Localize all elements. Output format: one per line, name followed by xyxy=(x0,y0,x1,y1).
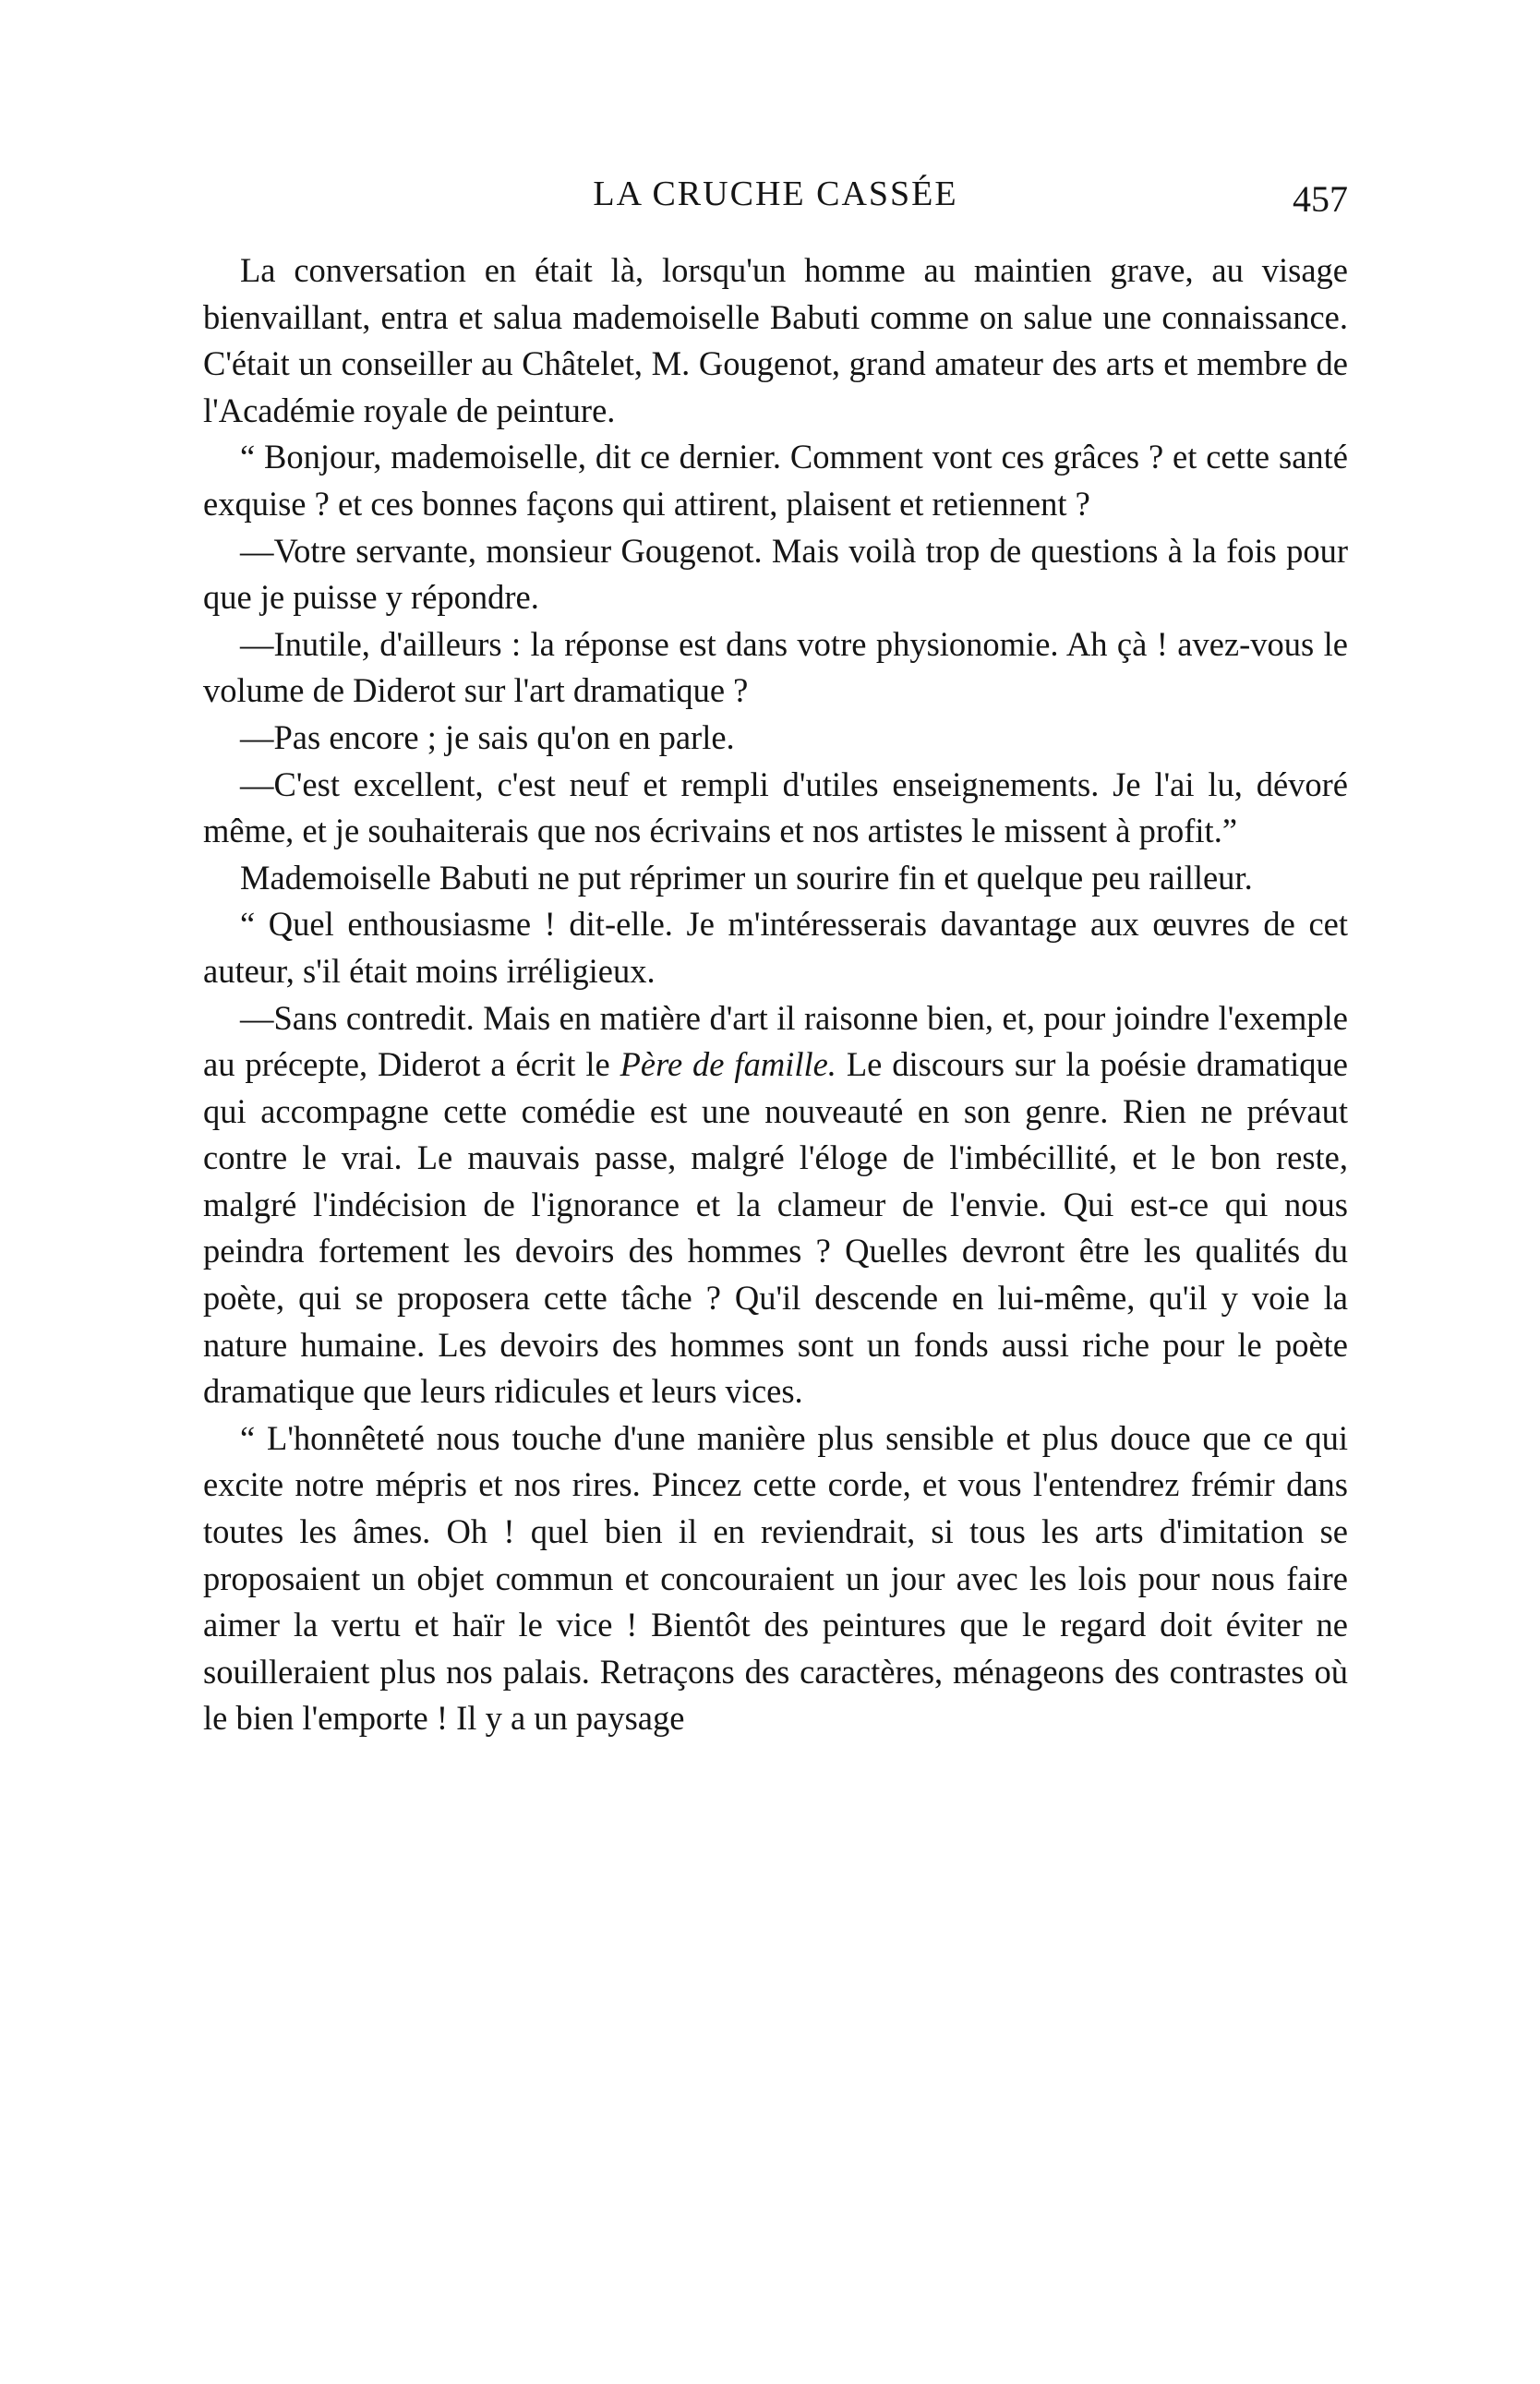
paragraph-text: Le discours sur la poésie dramatique qui accompagne cette comédie est une nouveauté en son genre. Rien ne prévaut contre le vrai. Le mauvais passe, malgré l'éloge de l'imbécillité, et le bon reste, malgré l'indécision de l'ignorance et la clameur de l'envie. Qui est-ce qui nous peindra fortement les devoirs des hommes ? Quelles devront être les qualités du poète, qui se proposera cette tâche ? Qu'il descende en lui-même, qu'il y voie la nature humaine. Les devoirs des hommes sont un fonds aussi riche pour le poète dramatique que leurs ridicules et leurs vices. xyxy=(203,1045,1348,1411)
paragraph: “ Bonjour, mademoiselle, dit ce dernier. Comment vont ces grâces ? et cette santé exquise ? et ces bonnes façons qui attirent, plaisent et retiennent ? xyxy=(203,438,1348,523)
paragraph: —Inutile, d'ailleurs : la réponse est dans votre physionomie. Ah çà ! avez-vous le volume de Diderot sur l'art dramatique ? xyxy=(203,624,1348,710)
paragraph: —Votre servante, monsieur Gougenot. Mais voilà trop de questions à la fois pour que je puisse y répondre. xyxy=(203,531,1348,617)
paragraph: —C'est excellent, c'est neuf et rempli d'utiles enseignements. Je l'ai lu, dévoré même, et je souhaiterais que nos écrivains et nos artistes le missent à profit.” xyxy=(203,765,1348,850)
page-header xyxy=(203,174,1348,229)
play-title: Père de famille. xyxy=(620,1045,836,1084)
running-title: LA CRUCHE CASSÉE xyxy=(593,175,958,213)
paragraph: La conversation en était là, lorsqu'un homme au maintien grave, au visage bienvaillant, entra et salua mademoiselle Babuti comme on salue une connaissance. C'était un conseiller au Châtelet, M. Gougenot, grand amateur des arts et membre de l'Académie royale de peinture. xyxy=(203,251,1348,429)
paragraph: Mademoiselle Babuti ne put réprimer un sourire fin et quelque peu railleur. xyxy=(240,858,1253,897)
paragraph-text: —Sans contredit. Mais en matière d'art il raisonne bien, et, pour joindre l'exemple au précepte, Diderot a écrit le xyxy=(203,998,1348,1084)
paragraph: “ L'honnêteté nous touche d'une manière plus sensible et plus douce que ce qui excite notre mépris et nos rires. Pincez cette corde, et vous l'entendrez frémir dans toutes les âmes. Oh ! quel bien il en reviendrait, si tous les arts d'imitation se proposaient un objet commun et concouraient un jour avec les lois pour nous faire aimer la vertu et haïr le vice ! Bientôt des peintures que le regard doit éviter ne souilleraient plus nos palais. Retraçons des caractères, ménageons des contrastes où le bien l'emporte ! Il y a un paysage xyxy=(203,1418,1348,1738)
paragraph xyxy=(203,995,1348,1415)
paragraph: —Pas encore ; je sais qu'on en parle. xyxy=(240,717,735,756)
paragraph: “ Quel enthousiasme ! dit-elle. Je m'intéresserais davantage aux œuvres de cet auteur, s'il était moins irréligieux. xyxy=(203,905,1348,990)
page-number: 457 xyxy=(1293,178,1348,220)
body-text xyxy=(203,247,1348,1742)
